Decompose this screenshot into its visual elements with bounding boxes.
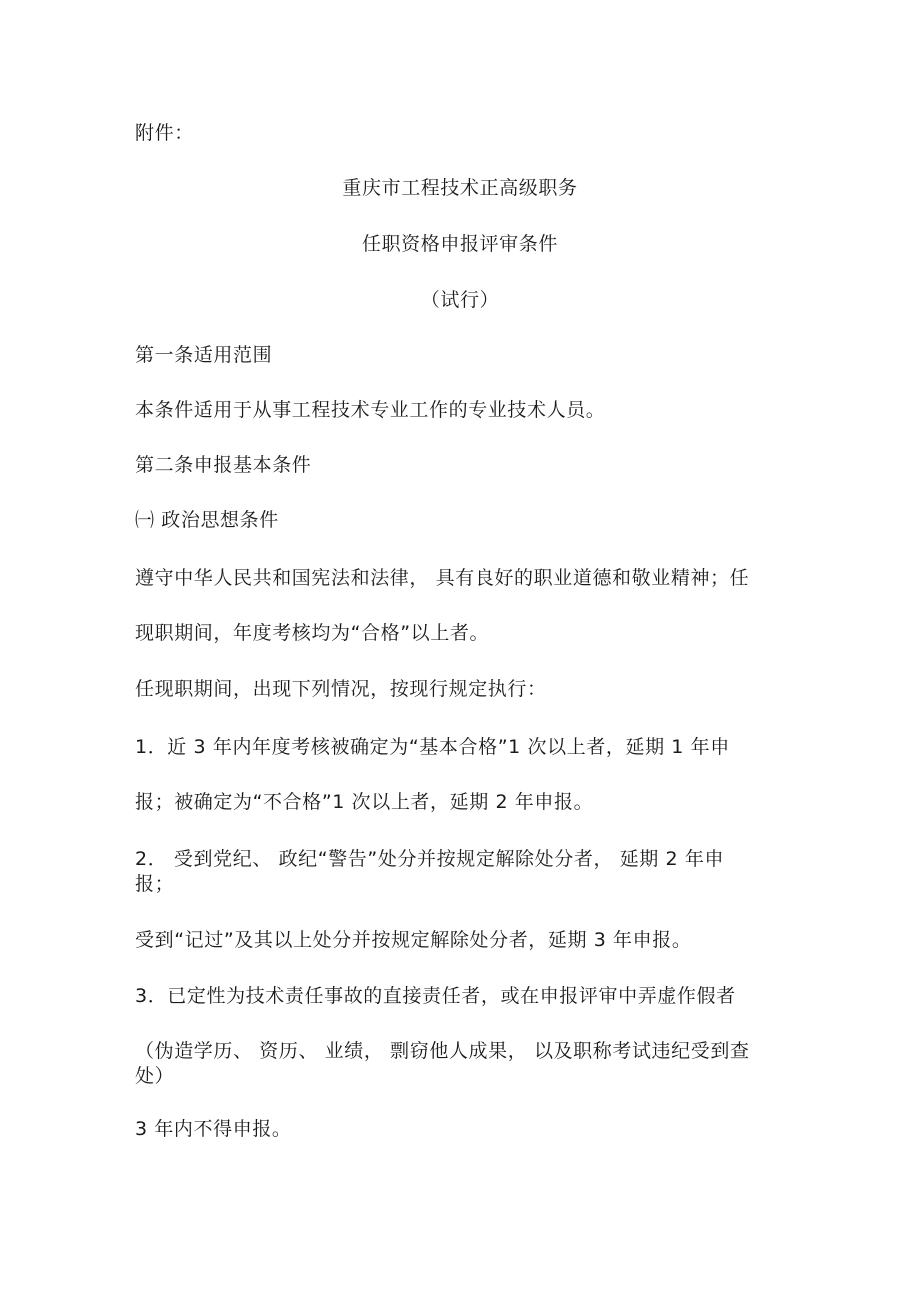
paragraph: 3 年内不得申报。 (135, 1118, 292, 1140)
title-line-2: 任职资格申报评审条件 (361, 233, 558, 255)
paragraph: （伪造学历、 资历、 业绩， 剽窃他人成果， 以及职称考试违纪受到查 (135, 1040, 750, 1062)
article-1-heading: 第一条适用范围 (135, 344, 273, 366)
section-heading: ㈠ 政治思想条件 (135, 509, 279, 531)
list-item: 2． 受到党纪、 政纪“警告”处分并按规定解除处分者， 延期 2 年申 (135, 848, 725, 870)
article-2-heading: 第二条申报基本条件 (135, 454, 312, 476)
list-item: 报； (135, 873, 175, 895)
list-item: 报；被确定为“不合格”1 次以上者，延期 2 年申报。 (135, 791, 594, 813)
paragraph: 受到“记过”及其以上处分并按规定解除处分者，延期 3 年申报。 (135, 929, 692, 951)
title-line-3: （试行） (420, 289, 500, 311)
list-item: 1．近 3 年内年度考核被确定为“基本合格”1 次以上者，延期 1 年申 (135, 736, 730, 758)
paragraph: 本条件适用于从事工程技术专业工作的专业技术人员。 (135, 399, 606, 421)
paragraph: 任现职期间，出现下列情况，按现行规定执行： (135, 678, 547, 700)
list-item: 3．已定性为技术责任事故的直接责任者，或在申报评审中弄虚作假者 (135, 985, 736, 1007)
title-line-1: 重庆市工程技术正高级职务 (342, 177, 578, 199)
paragraph: 处） (135, 1065, 175, 1087)
attachment-label: 附件： (135, 122, 194, 144)
paragraph: 遵守中华人民共和国宪法和法律， 具有良好的职业道德和敬业精神；任 (135, 567, 750, 589)
paragraph: 现职期间，年度考核均为“合格”以上者。 (135, 622, 490, 644)
